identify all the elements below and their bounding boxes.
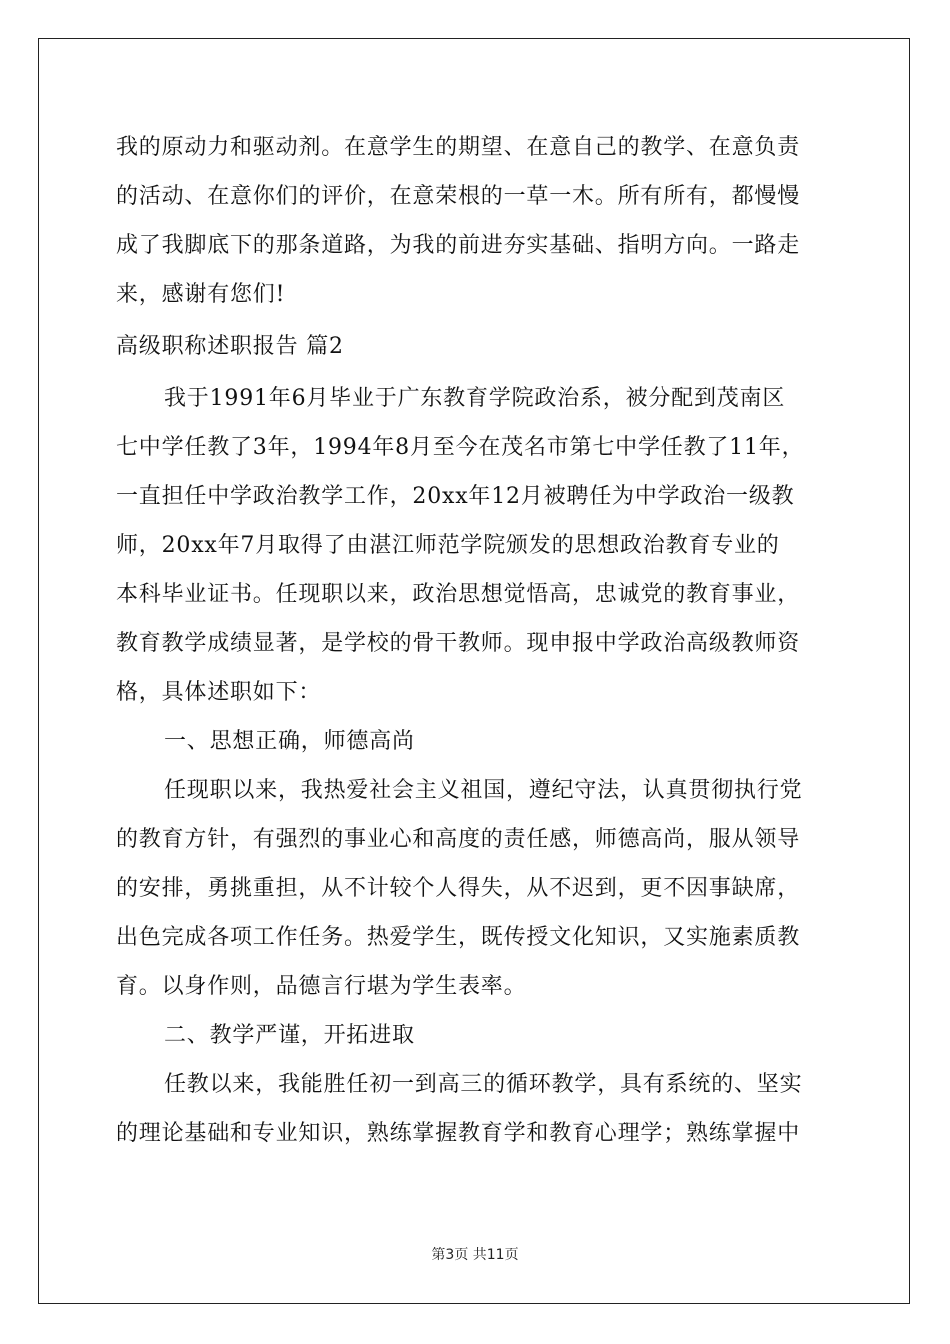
body-text-line: 任教以来，我能胜任初一到高三的循环教学，具有系统的、坚实 — [164, 1072, 803, 1097]
body-text-line: 育。以身作则，品德言行堪为学生表率。 — [116, 974, 527, 999]
section-title: 高级职称述职报告 篇2 — [116, 334, 344, 359]
body-text-line: 的理论基础和专业知识，熟练掌握教育学和教育心理学；熟练掌握中 — [116, 1121, 801, 1146]
body-text-line: 我的原动力和驱动剂。在意学生的期望、在意自己的教学、在意负责 — [116, 135, 801, 160]
body-text-line: 来，感谢有您们! — [116, 282, 286, 307]
body-text-line: 七中学任教了3年，1994年8月至今在茂名市第七中学任教了11年， — [116, 435, 805, 460]
body-text-line: 一直担任中学政治教学工作，20xx年12月被聘任为中学政治一级教 — [116, 484, 795, 509]
body-text-line: 的教育方针，有强烈的事业心和高度的责任感，师德高尚，服从领导 — [116, 827, 801, 852]
body-text-line: 的活动、在意你们的评价，在意荣根的一草一木。所有所有，都慢慢 — [116, 184, 801, 209]
body-text-line: 任现职以来，我热爱社会主义祖国，遵纪守法，认真贯彻执行党 — [164, 778, 803, 803]
page-border — [38, 38, 910, 1304]
body-text-line: 成了我脚底下的那条道路，为我的前进夯实基础、指明方向。一路走 — [116, 233, 801, 258]
page-footer: 第3页 共11页 — [431, 1247, 519, 1263]
body-text-line: 我于1991年6月毕业于广东教育学院政治系，被分配到茂南区 — [164, 386, 786, 411]
body-text-line: 格，具体述职如下： — [116, 680, 322, 705]
body-text-line: 的安排，勇挑重担，从不计较个人得失，从不迟到，更不因事缺席， — [116, 876, 801, 901]
body-text-line: 师，20xx年7月取得了由湛江师范学院颁发的思想政治教育专业的 — [116, 533, 780, 558]
subsection-heading: 二、教学严谨，开拓进取 — [164, 1023, 415, 1048]
body-text-line: 本科毕业证书。任现职以来，政治思想觉悟高，忠诚党的教育事业， — [116, 582, 801, 607]
body-text-line: 出色完成各项工作任务。热爱学生，既传授文化知识，又实施素质教 — [116, 925, 801, 950]
subsection-heading: 一、思想正确，师德高尚 — [164, 729, 415, 754]
body-text-line: 教育教学成绩显著，是学校的骨干教师。现申报中学政治高级教师资 — [116, 631, 801, 656]
